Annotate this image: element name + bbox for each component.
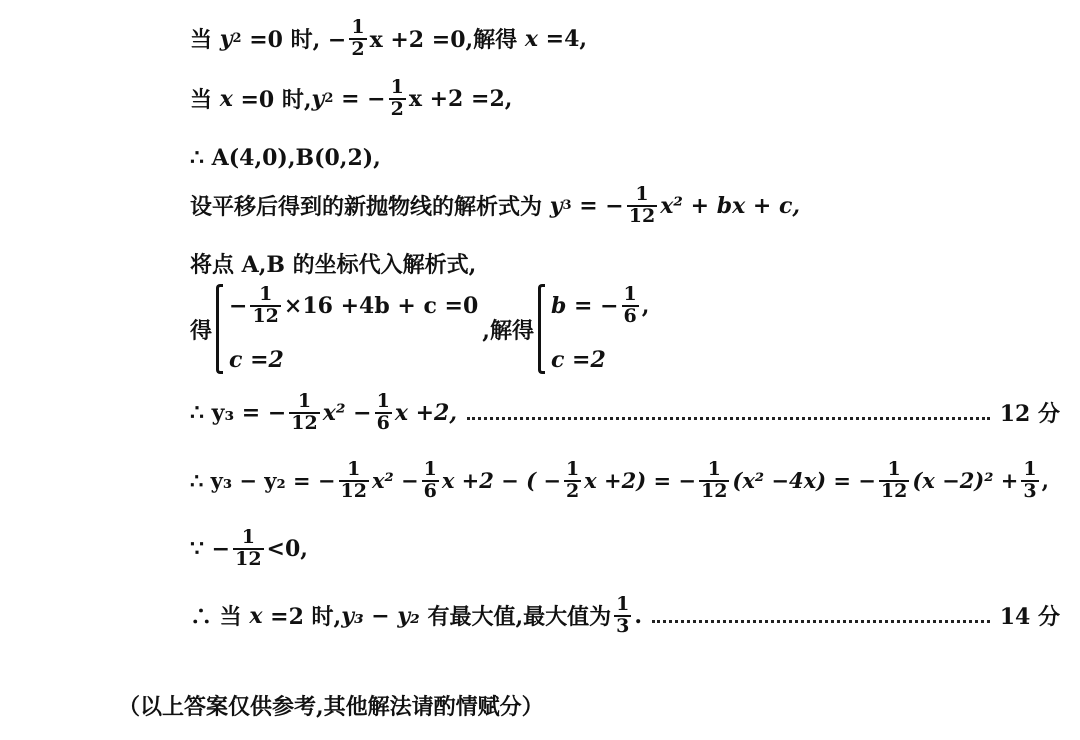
text: ×16 +4b + c =0 <box>283 292 479 319</box>
fraction <box>250 285 280 327</box>
fraction <box>1021 460 1038 502</box>
numerator: 1 <box>616 593 630 615</box>
denominator: 12 <box>235 547 262 570</box>
var-x: x <box>524 25 538 52</box>
text: 设平移后得到的新抛物线的解析式为 <box>190 194 543 221</box>
numerator: 1 <box>635 183 649 205</box>
text: =0 时, − <box>249 27 347 54</box>
text: c =2 <box>550 347 606 373</box>
fraction <box>389 78 406 120</box>
numerator: 1 <box>423 458 437 480</box>
text: x +2 =2, <box>408 85 513 112</box>
denominator: 12 <box>252 304 279 327</box>
denominator: 6 <box>376 411 390 434</box>
text: 有最大值,最大值为 <box>427 604 612 631</box>
text: 当 <box>190 27 213 54</box>
subscript: 3 <box>562 198 572 214</box>
text: 得 <box>190 317 213 344</box>
denominator: 12 <box>291 411 318 434</box>
dotted-leader <box>467 405 990 420</box>
solution-line-6 <box>190 284 653 374</box>
var-y: y <box>549 192 563 219</box>
text: ,解得 <box>482 317 534 344</box>
dotted-leader <box>652 608 990 623</box>
fraction <box>622 285 639 327</box>
denominator: 6 <box>623 304 637 327</box>
fraction <box>289 392 319 434</box>
subscript: 2 <box>324 91 334 107</box>
denominator: 2 <box>351 37 365 60</box>
text: ∴ A(4,0),B(0,2), <box>190 145 381 171</box>
solution-line-10 <box>190 595 1060 637</box>
var-x: x <box>219 85 233 112</box>
fraction <box>699 460 729 502</box>
var-y: y <box>219 25 233 52</box>
denominator: 2 <box>565 479 580 502</box>
denominator: 12 <box>628 204 656 227</box>
text: y₃ − y₂ <box>341 602 420 629</box>
solution-line-5 <box>190 248 476 279</box>
text: , <box>641 292 650 319</box>
text: x² − <box>322 399 372 426</box>
text: x² − <box>371 468 419 494</box>
denominator: 12 <box>340 479 367 502</box>
text: 将点 A,B 的坐标代入解析式, <box>190 252 477 278</box>
numerator: 1 <box>259 283 273 305</box>
score-label: 12 分 <box>999 401 1060 428</box>
footnote: （以上答案仅供参考,其他解法请酌情赋分） <box>118 694 544 720</box>
numerator: 1 <box>887 458 901 480</box>
solution-line-4 <box>190 185 800 227</box>
text: c =2 <box>229 347 284 373</box>
numerator: 1 <box>390 76 404 98</box>
text: = − <box>341 85 386 112</box>
fraction <box>879 460 909 502</box>
equation-system-1 <box>229 285 478 373</box>
text: b = − <box>550 292 619 319</box>
text: x +2, <box>394 399 457 426</box>
denominator: 3 <box>1023 479 1037 502</box>
text: (x −2)² + <box>912 468 1019 494</box>
text: =2 时, <box>270 604 342 631</box>
numerator: 1 <box>297 390 312 412</box>
fraction <box>349 18 366 60</box>
fraction <box>614 595 631 637</box>
numerator: 1 <box>376 390 390 412</box>
denominator: 6 <box>423 479 437 502</box>
text: ∴ 当 <box>190 604 242 631</box>
solution-line-8 <box>190 460 1049 502</box>
denominator: 3 <box>616 614 630 637</box>
numerator: 1 <box>565 458 580 480</box>
solution-line-1 <box>190 18 587 60</box>
denominator: 12 <box>700 479 728 502</box>
numerator: 1 <box>347 458 361 480</box>
text: (x² −4x) = − <box>732 468 876 494</box>
subscript: 2 <box>232 31 242 47</box>
text: = − <box>579 192 624 219</box>
text: <0, <box>266 535 308 562</box>
solution-line-2 <box>190 78 512 120</box>
fraction <box>339 460 369 502</box>
brace-icon <box>538 284 545 374</box>
text: . <box>634 602 643 629</box>
fraction <box>564 460 581 502</box>
var-y: y <box>311 85 325 112</box>
fraction <box>233 528 263 570</box>
solution-line-7 <box>190 392 1060 434</box>
text: x +2 =0,解得 <box>369 27 518 54</box>
text: ∴ y₃ = − <box>190 399 287 426</box>
fraction <box>375 392 392 434</box>
left-brace <box>216 284 478 374</box>
text: =4, <box>545 25 588 52</box>
text: − <box>229 292 248 319</box>
numerator: 1 <box>351 16 365 38</box>
fraction <box>627 185 657 227</box>
left-brace <box>538 284 649 374</box>
denominator: 2 <box>390 97 404 120</box>
brace-icon <box>216 284 223 374</box>
denominator: 12 <box>880 479 908 502</box>
solution-line-3 <box>190 145 381 171</box>
text: x² + bx + c, <box>660 192 800 219</box>
var-x: x <box>249 602 263 629</box>
numerator: 1 <box>623 283 637 305</box>
text: =0 时, <box>240 87 312 114</box>
numerator: 1 <box>241 526 255 548</box>
text: ∴ y₃ − y₂ = − <box>190 468 336 494</box>
text: 当 <box>190 87 213 114</box>
text: x +2) = − <box>584 468 696 494</box>
text: ∵ − <box>190 535 231 562</box>
text: x +2 − ( − <box>441 468 561 494</box>
solution-line-9 <box>190 528 308 570</box>
text: , <box>1041 468 1049 494</box>
numerator: 1 <box>1023 458 1037 480</box>
fraction <box>422 460 439 502</box>
score-label: 14 分 <box>999 604 1060 631</box>
numerator: 1 <box>707 458 721 480</box>
equation-system-2 <box>551 285 649 373</box>
